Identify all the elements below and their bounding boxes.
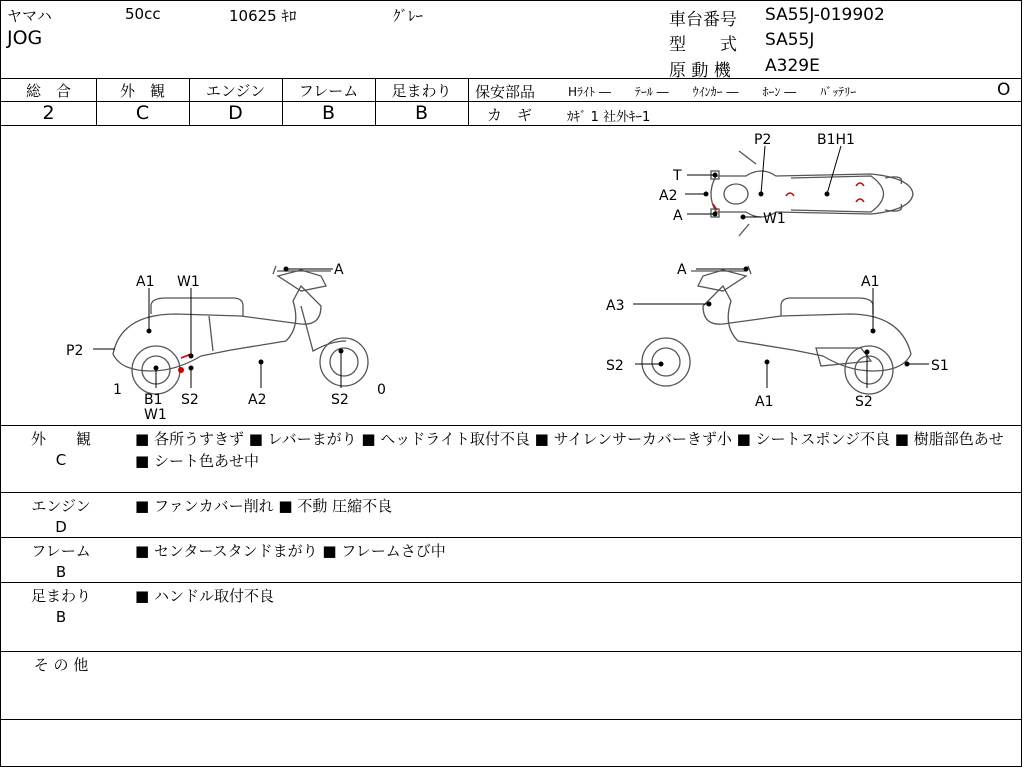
- label-left-0: 0: [377, 382, 386, 398]
- divider: [1, 492, 1021, 493]
- divider: [1, 537, 1021, 538]
- divider: [1, 719, 1021, 720]
- type-label: 型 式: [669, 35, 737, 55]
- label-left-a2: A2: [248, 392, 267, 408]
- label-top-b1h1: B1H1: [817, 132, 855, 148]
- label-left-a: A: [334, 262, 344, 278]
- label-right-a1b: A1: [755, 394, 774, 410]
- label-top-p2: P2: [754, 132, 772, 148]
- note-chassis-text: ■ ハンドル取付不良: [135, 587, 274, 605]
- note-engine-label: エンジン: [31, 497, 91, 515]
- grade-engine-label: エンジン: [205, 82, 266, 100]
- battery-mark: O: [997, 80, 1011, 100]
- damage-mark: [786, 193, 794, 196]
- engine-value: A329E: [765, 56, 820, 76]
- note-chassis-label: 足まわり: [30, 587, 91, 605]
- grade-chassis-value: B: [414, 102, 429, 124]
- label-left-b1: B1: [144, 392, 163, 408]
- note-chassis-grade: B: [55, 608, 67, 626]
- note-frame-grade: B: [55, 563, 67, 581]
- label-right-a1: A1: [861, 274, 880, 290]
- note-exterior-text: ■ 各所うすきず ■ レバーまがり ■ ヘッドライト取付不良 ■ サイレンサーカバーきず小 ■ シートスポンジ不良 ■ 樹脂部色あせ ■ シート色あせ中: [135, 430, 1004, 470]
- label-right-a3: A3: [606, 298, 625, 314]
- key-value: ｶｷﾞ 1 社外ｷｰ1: [567, 110, 651, 125]
- note-frame-text: ■ センタースタンドまがり ■ フレームさび中: [135, 542, 446, 560]
- label-left-w1b: W1: [144, 407, 167, 423]
- grade-exterior-label: 外 観: [119, 82, 165, 100]
- grade-frame-value: B: [321, 102, 336, 124]
- note-exterior-label: 外 観: [30, 430, 91, 448]
- label-top-w1: W1: [763, 211, 786, 227]
- grade-frame-label: フレーム: [298, 82, 359, 100]
- divider: [468, 78, 469, 125]
- label-right-s2b: S2: [855, 394, 873, 410]
- label-left-a1: A1: [136, 274, 155, 290]
- label-top-a: A: [673, 208, 683, 224]
- grade-engine-value: D: [228, 102, 243, 124]
- note-exterior-grade: C: [55, 451, 67, 469]
- grade-chassis-label: 足まわり: [391, 82, 452, 100]
- label-left-s2: S2: [181, 392, 199, 408]
- label-left-w1: W1: [177, 274, 200, 290]
- displacement: 50cc: [125, 5, 161, 23]
- note-frame-label: フレーム: [31, 542, 91, 560]
- note-other-label: そ の 他: [33, 656, 89, 674]
- damage-diagram: [1, 126, 1021, 426]
- safety-items: Hﾗｲﾄ ― ﾃｰﾙ ― ｳｲﾝｶｰ ― ﾎｰﾝ ― ﾊﾞｯﾃﾘｰ: [568, 85, 857, 99]
- mileage: 10625 ｷﾛ: [229, 7, 297, 25]
- note-engine-grade: D: [55, 518, 67, 536]
- label-left-s2b: S2: [331, 392, 349, 408]
- safety-label: 保安部品: [475, 83, 536, 101]
- label-left-p2: P2: [66, 343, 84, 359]
- label-right-s1: S1: [931, 358, 949, 374]
- damage-dot: [178, 367, 184, 373]
- type-value: SA55J: [765, 30, 815, 50]
- label-top-a2: A2: [659, 188, 678, 204]
- scooter-top-view: [711, 151, 913, 236]
- note-engine-text: ■ ファンカバー削れ ■ 不動 圧縮不良: [135, 497, 393, 515]
- divider: [1, 582, 1021, 583]
- model-name: JOG: [7, 27, 43, 49]
- divider: [1, 651, 1021, 652]
- label-left-1: 1: [113, 382, 122, 398]
- color: ｸﾞﾚｰ: [393, 7, 424, 25]
- divider: [468, 101, 1021, 102]
- grade-total-value: 2: [42, 102, 55, 124]
- label-right-s2: S2: [606, 358, 624, 374]
- maker: ヤマハ: [7, 7, 52, 25]
- label-top-t: T: [673, 168, 682, 184]
- key-label: カ ギ: [487, 106, 533, 124]
- damage-mark: [856, 183, 864, 186]
- engine-label: 原 動 機: [669, 61, 731, 81]
- chassis-value: SA55J-019902: [765, 5, 885, 25]
- grade-total-label: 総 合: [25, 82, 71, 100]
- damage-mark: [856, 199, 864, 202]
- label-right-a: A: [677, 262, 687, 278]
- grade-exterior-value: C: [135, 102, 150, 124]
- chassis-label: 車台番号: [669, 10, 737, 30]
- divider: [1, 425, 1021, 426]
- divider: [1, 78, 1021, 79]
